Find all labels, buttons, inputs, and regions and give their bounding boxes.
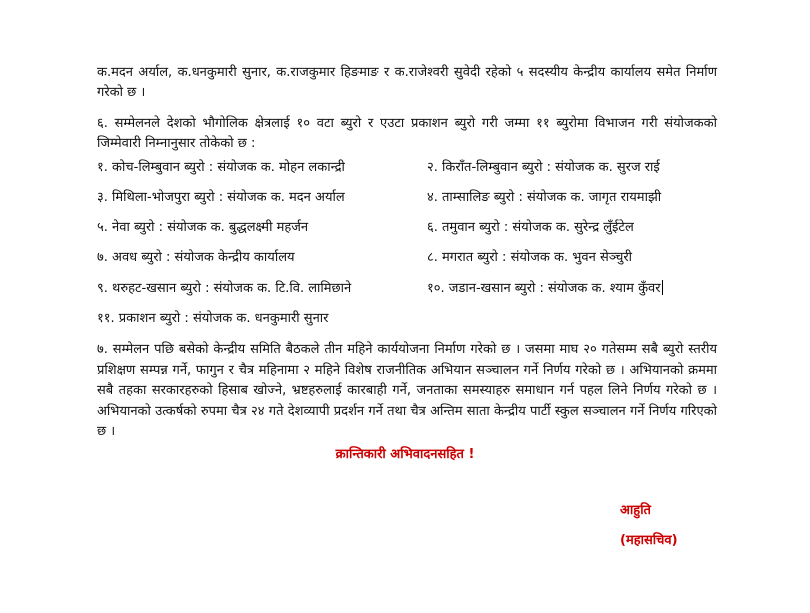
bureau-item: ६. तमुवान ब्युरो : संयोजक क. सुरेन्द्र लुँईटेल [427,220,634,235]
bureau-item: २. किराँत-लिम्बुवान ब्युरो : संयोजक क. सुरज राई [427,160,660,175]
bureau-item: ४. ताम्सालिङ ब्युरो : संयोजक क. जागृत रायमाझी [427,190,662,205]
signature-title: (महासचिव) [620,533,678,548]
paragraph-bureau-division: ६. सम्मेलनले देशको भौगोलिक क्षेत्रलाई १० वटा ब्युरो र एउटा प्रकाशन ब्युरो गरी जम्मा ११ ब्युरोमा विभाजन गरी संयोजकको जिम्मेवारी निम्नानुसार तोकेको छ : [97,116,717,151]
bureau-item-text: १०. जडान-खसान ब्युरो : संयोजक क. श्याम कुँवर [427,281,661,296]
signature-name: आहुति [620,503,651,518]
bureau-item: ८. मगरात ब्युरो : संयोजक क. भुवन सेञ्चुरी [427,250,633,265]
bureau-item: ५. नेवा ब्युरो : संयोजक क. बुद्धलक्ष्मी महर्जन [97,220,309,235]
closing-salutation: क्रान्तिकारी अभिवादनसहित ! [335,447,475,462]
bureau-item-with-cursor[interactable] [427,280,663,298]
bureau-item: ११. प्रकाशन ब्युरो : संयोजक क. धनकुमारी सुनार [97,311,329,326]
bureau-item: ९. थरुहट-खसान ब्युरो : संयोजक क. टि.वि. लामिछाने [97,281,352,296]
paragraph-central-office: क.मदन अर्याल, क.धनकुमारी सुनार, क.राजकुमार हिङमाङ र क.राजेश्वरी सुवेदी रहेको ५ सदस्यीय केन्द्रीय कार्यालय समेत निर्माण गरेको छ । [97,65,717,100]
bureau-item: ३. मिथिला-भोजपुरा ब्युरो : संयोजक क. मदन अर्याल [97,190,345,205]
bureau-item: ७. अवध ब्युरो : संयोजक केन्द्रीय कार्यालय [97,250,295,265]
bureau-item: १. कोच-लिम्बुवान ब्युरो : संयोजक क. मोहन लकान्द्री [97,160,345,175]
paragraph-action-plan: ७. सम्मेलन पछि बसेको केन्द्रीय समिति बैठकले तीन महिने कार्ययोजना निर्माण गरेको छ । जसमा माघ २० गतेसम्म सबै ब्युरो स्तरीय प्रशिक्षण सम्पन्न गर्ने, फागुन र चैत्र महिनामा २ महिने विशेष राजनीतिक अभियान सञ्चालन गर्ने निर्णय गरेको छ । अभियानको क्रममा सबै तहका सरकारहरुको हिसाब खोज्ने, भ्रष्टहरुलाई कारबाही गर्ने, जनताका समस्याहरु समाधान गर्न पहल लिने निर्णय गरेको छ । अभियानको उत्कर्षको रुपमा चैत्र २४ गते देशव्यापी प्रदर्शन गर्ने तथा चैत्र अन्तिम साता केन्द्रीय पार्टी स्कुल सञ्चालन गर्ने निर्णय गरिएको छ । [97,342,717,439]
text-cursor [662,280,663,295]
